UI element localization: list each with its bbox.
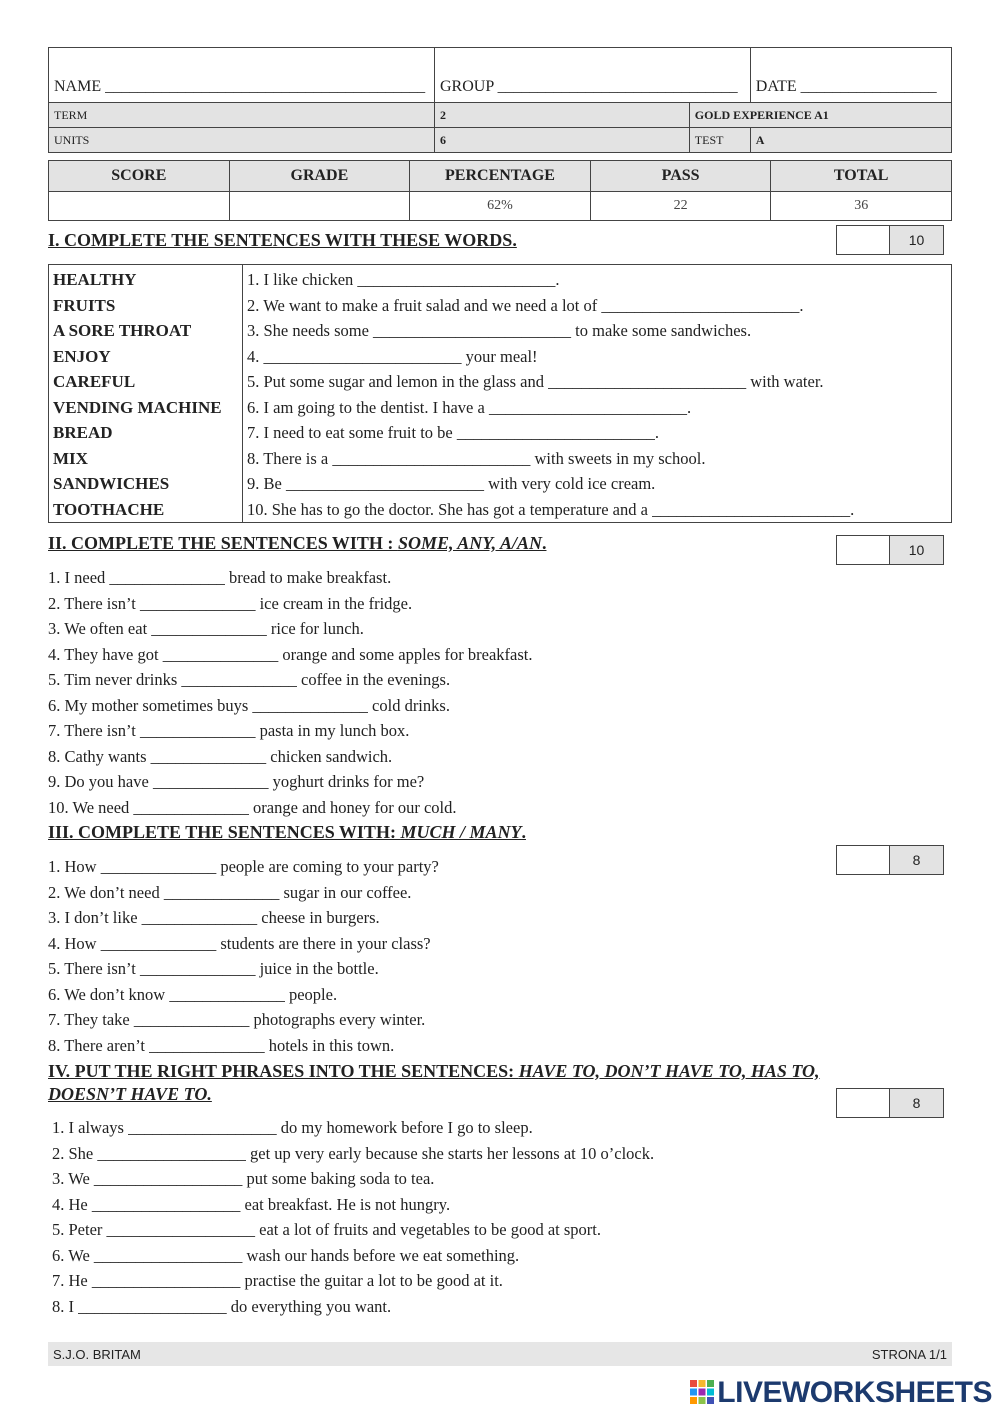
section2-title: II. COMPLETE THE SENTENCES WITH : SOME, ANY, A/AN.: [48, 533, 547, 553]
exercise-sentence[interactable]: 6. My mother sometimes buys ______________ cold drinks.: [48, 695, 450, 715]
word-bank-item: TOOTHACHE: [53, 499, 165, 519]
book-title: GOLD EXPERIENCE A1: [689, 103, 951, 128]
exercise-sentence[interactable]: 3. She needs some ________________________ to make some sandwiches.: [247, 321, 752, 340]
exercise-sentence[interactable]: 5. Tim never drinks ______________ coffee in the evenings.: [48, 670, 451, 689]
exercise-sentence[interactable]: 1. I like chicken ________________________.: [247, 270, 560, 289]
units-value: 6: [435, 128, 690, 153]
exercise-sentence[interactable]: 2. She __________________ get up very early because she starts her lessons at 10 o’clock.: [52, 1143, 655, 1163]
section4-sentences: [52, 1115, 654, 1319]
header-table: [48, 47, 952, 153]
exercise-sentence[interactable]: 4. ________________________ your meal!: [247, 346, 538, 366]
exercise-sentence[interactable]: 2. There isn’t ______________ ice cream in the fridge.: [48, 593, 413, 613]
exercise-sentence[interactable]: 2. We don’t need ______________ sugar in our coffee.: [48, 882, 412, 902]
term-label: TERM: [49, 103, 435, 128]
exercise-sentence[interactable]: 3. We __________________ put some baking soda to tea.: [52, 1169, 435, 1188]
word-bank-item: A SORE THROAT: [53, 321, 192, 340]
section4-points: 8: [890, 1089, 943, 1117]
pass-header: PASS: [590, 161, 771, 192]
exercise-sentence[interactable]: 3. We often eat ______________ rice for lunch.: [48, 619, 364, 638]
section4-title: IV. PUT THE RIGHT PHRASES INTO THE SENTENCES: HAVE TO, DON’T HAVE TO, HAS TO, DOESN’T HAVE TO.: [48, 1061, 820, 1104]
percentage-value: 62%: [410, 192, 591, 221]
section2-score-input[interactable]: [837, 536, 890, 564]
exercise-sentence[interactable]: 8. I __________________ do everything you want.: [52, 1296, 392, 1316]
section3-score-input[interactable]: [837, 846, 890, 874]
section1-sentences: [243, 265, 952, 523]
exercise-sentence[interactable]: 7. They take ______________ photographs every winter.: [48, 1010, 426, 1029]
exercise-sentence[interactable]: 10. She has to go the doctor. She has got a temperature and a ________________________.: [247, 499, 855, 519]
exercise-sentence[interactable]: 1. I need ______________ bread to make breakfast.: [48, 568, 392, 587]
page-footer: [48, 1342, 952, 1366]
exercise-sentence[interactable]: 10. We need ______________ orange and honey for our cold.: [48, 797, 457, 817]
exercise-sentence[interactable]: 8. Cathy wants ______________ chicken sandwich.: [48, 746, 393, 766]
section1-score-input[interactable]: [837, 226, 890, 254]
total-header: TOTAL: [771, 161, 952, 192]
total-value: 36: [771, 192, 952, 221]
word-bank-item: CAREFUL: [53, 372, 136, 391]
date-field[interactable]: DATE _________________: [750, 48, 951, 103]
section3-sentences: [48, 854, 439, 1058]
exercise-sentence[interactable]: 4. He __________________ eat breakfast. He is not hungry.: [52, 1194, 451, 1214]
test-value: A: [750, 128, 951, 153]
grade-value: [229, 192, 410, 221]
word-bank-item: ENJOY: [53, 346, 111, 366]
term-value: 2: [440, 107, 446, 122]
exercise-sentence[interactable]: 7. There isn’t ______________ pasta in my lunch box.: [48, 721, 410, 740]
exercise-sentence[interactable]: 6. I am going to the dentist. I have a ________________________.: [247, 397, 692, 417]
score-header: SCORE: [49, 161, 230, 192]
exercise-sentence[interactable]: 1. How ______________ people are coming to your party?: [48, 857, 439, 876]
exercise-sentence[interactable]: 1. I always __________________ do my homework before I go to sleep.: [52, 1118, 533, 1137]
exercise-sentence[interactable]: 6. We don’t know ______________ people.: [48, 984, 338, 1004]
exercise-sentence[interactable]: 4. How ______________ students are there in your class?: [48, 933, 431, 953]
section2-sentences: [48, 565, 533, 820]
exercise-sentence[interactable]: 5. Peter __________________ eat a lot of fruits and vegetables to be good at sport.: [52, 1220, 601, 1239]
section4-points-box: [836, 1088, 944, 1118]
word-bank-item: VENDING MACHINE: [53, 397, 222, 417]
section2-points-box: [836, 535, 944, 565]
section2-points: 10: [890, 536, 943, 564]
section3-points: 8: [890, 846, 943, 874]
exercise-sentence[interactable]: 3. I don’t like ______________ cheese in burgers.: [48, 908, 380, 927]
word-bank-item: FRUITS: [53, 295, 116, 315]
exercise-sentence[interactable]: 7. I need to eat some fruit to be ________________________.: [247, 423, 659, 442]
word-bank-table: [48, 264, 952, 523]
grade-header: GRADE: [229, 161, 410, 192]
section1-points: 10: [890, 226, 943, 254]
pass-value: 22: [590, 192, 771, 221]
section3-points-box: [836, 845, 944, 875]
word-bank: [49, 265, 243, 523]
footer-page-number: STRONA 1/1: [871, 1346, 947, 1362]
exercise-sentence[interactable]: 7. He __________________ practise the guitar a lot to be good at it.: [52, 1271, 503, 1290]
exercise-sentence[interactable]: 9. Do you have ______________ yoghurt drinks for me?: [48, 772, 425, 791]
units-label: UNITS: [49, 128, 435, 153]
liveworksheets-logo-text: LIVEWORKSHEETS: [717, 1376, 992, 1409]
liveworksheets-icon: [689, 1378, 715, 1408]
exercise-sentence[interactable]: 5. Put some sugar and lemon in the glass and ________________________ with water.: [247, 372, 824, 391]
section4-score-input[interactable]: [837, 1089, 890, 1117]
exercise-sentence[interactable]: 4. They have got ______________ orange and some apples for breakfast.: [48, 644, 533, 664]
percentage-header: PERCENTAGE: [410, 161, 591, 192]
exercise-sentence[interactable]: 9. Be ________________________ with very cold ice cream.: [247, 474, 656, 493]
exercise-sentence[interactable]: 2. We want to make a fruit salad and we need a lot of ________________________.: [247, 295, 804, 315]
word-bank-item: HEALTHY: [53, 270, 137, 289]
name-field[interactable]: NAME ________________________________________: [49, 48, 435, 103]
footer-school: S.J.O. BRITAM: [53, 1346, 141, 1362]
exercise-sentence[interactable]: 8. There is a ________________________ with sweets in my school.: [247, 448, 706, 468]
test-label: TEST: [689, 128, 750, 153]
word-bank-item: SANDWICHES: [53, 474, 170, 493]
exercise-sentence[interactable]: 5. There isn’t ______________ juice in the bottle.: [48, 959, 379, 978]
exercise-sentence[interactable]: 6. We __________________ wash our hands before we eat something.: [52, 1245, 520, 1265]
score-table: [48, 160, 952, 221]
word-bank-item: MIX: [53, 448, 88, 468]
exercise-sentence[interactable]: 8. There aren’t ______________ hotels in this town.: [48, 1035, 395, 1055]
section3-title: III. COMPLETE THE SENTENCES WITH: MUCH / MANY.: [48, 822, 526, 842]
section1-title: I. COMPLETE THE SENTENCES WITH THESE WORDS.: [48, 230, 517, 250]
liveworksheets-logo: [689, 1376, 992, 1410]
word-bank-item: BREAD: [53, 423, 113, 442]
score-value: [49, 192, 230, 221]
section1-points-box: [836, 225, 944, 255]
group-field[interactable]: GROUP ______________________________: [435, 48, 751, 103]
